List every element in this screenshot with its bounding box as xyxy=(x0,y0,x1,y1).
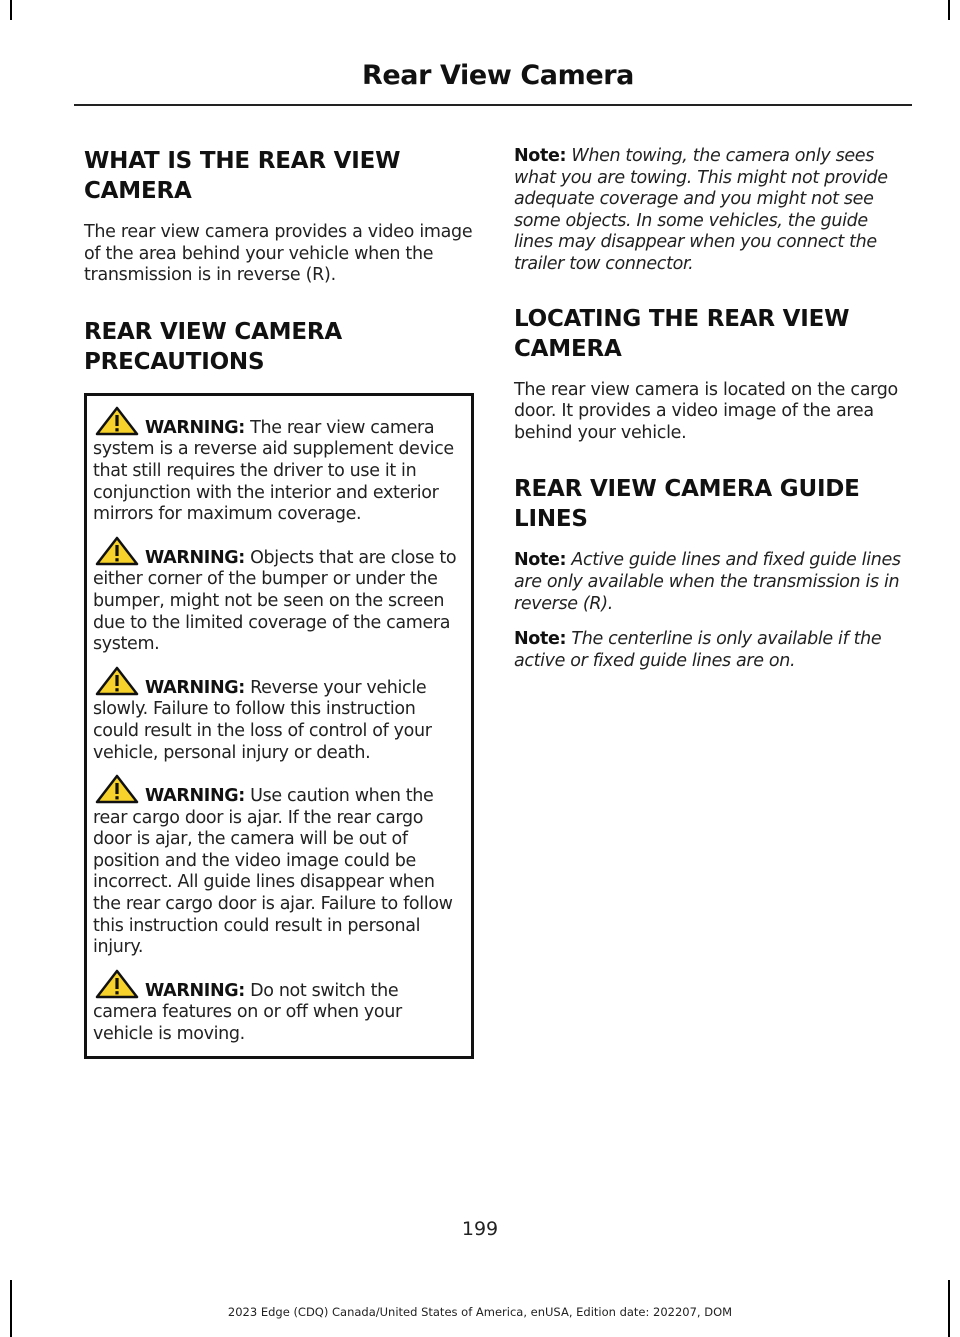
warning-text: Objects that are close to either corner of the bumper or under the bumper, might not be seen on the screen due to the limited coverage of the camera system. xyxy=(93,547,457,655)
crop-mark-top-left xyxy=(10,0,12,20)
note-active-fixed xyxy=(514,550,910,615)
page-header-title: Rear View Camera xyxy=(362,60,634,91)
heading-line: PRECAUTIONS xyxy=(84,348,265,375)
heading-line: REAR VIEW CAMERA xyxy=(84,318,342,345)
warning-triangle-icon xyxy=(95,666,139,696)
warning-item xyxy=(93,774,465,959)
section-heading-guide-lines xyxy=(514,474,910,534)
warnings-box xyxy=(84,393,474,1059)
note-label: Note: xyxy=(514,629,567,650)
section-heading-locating xyxy=(514,304,910,364)
warning-label: WARNING: xyxy=(145,786,245,807)
warning-item xyxy=(93,536,465,656)
warning-label: WARNING: xyxy=(145,417,245,438)
heading-line: WHAT IS THE REAR VIEW xyxy=(84,148,401,174)
right-column xyxy=(514,146,910,686)
warning-triangle-icon xyxy=(95,774,139,804)
note-label: Note: xyxy=(514,550,567,571)
locating-paragraph: The rear view camera is located on the cargo door. It provides a video image of the area behind your vehicle. xyxy=(514,379,898,443)
warning-item xyxy=(93,969,465,1046)
section-heading-what-is xyxy=(84,146,474,206)
crop-mark-top-right xyxy=(948,0,950,20)
note-label: Note: xyxy=(514,146,567,166)
warning-item xyxy=(93,406,465,526)
warning-triangle-icon xyxy=(95,536,139,566)
heading-line: CAMERA xyxy=(84,178,192,204)
warning-label: WARNING: xyxy=(145,980,245,1001)
left-column xyxy=(84,146,474,1059)
warning-label: WARNING: xyxy=(145,547,245,568)
warning-text: Use caution when the rear cargo door is ajar. If the rear cargo door is ajar, the camera will be out of position and the video image could be incorrect. All guide lines disappear when the rear cargo door is ajar. Failure to follow this instruction could result in personal injury. xyxy=(93,786,453,958)
section-heading-precautions xyxy=(84,317,474,377)
warning-label: WARNING: xyxy=(145,677,245,698)
heading-line: LOCATING THE REAR VIEW xyxy=(514,305,850,332)
warning-triangle-icon xyxy=(95,406,139,436)
page-number: 199 xyxy=(461,1218,499,1240)
what-is-paragraph: The rear view camera provides a video image of the area behind your vehicle when the transmission is in reverse (R). xyxy=(84,222,473,286)
note-towing xyxy=(514,146,910,276)
note-text: The centerline is only available if the active or fixed guide lines are on. xyxy=(514,629,882,671)
heading-line: REAR VIEW CAMERA GUIDE xyxy=(514,476,860,503)
heading-line: LINES xyxy=(514,506,588,533)
heading-line: CAMERA xyxy=(514,335,622,362)
warning-text: Reverse your vehicle slowly. Failure to follow this instruction could result in the loss of control of your vehicle, personal injury or death. xyxy=(93,677,432,763)
note-text: Active guide lines and fixed guide lines are only available when the transmission is in reverse (R). xyxy=(514,550,901,614)
page-footer: 2023 Edge (CDQ) Canada/United States of America, enUSA, Edition date: 202207, DOM xyxy=(227,1305,733,1319)
warning-text: The rear view camera system is a reverse aid supplement device that still requires the driver to use it in conjunction with the interior and exterior mirrors for maximum coverage. xyxy=(93,417,454,525)
header-divider xyxy=(74,104,912,106)
note-centerline xyxy=(514,629,910,672)
warning-item xyxy=(93,666,465,764)
note-text: When towing, the camera only sees what you are towing. This might not provide adequate coverage and you might not see some objects. In some vehicles, the guide lines may disappear when you connect the trailer tow connector. xyxy=(514,146,888,274)
warning-triangle-icon xyxy=(95,969,139,999)
warning-text: Do not switch the camera features on or off when your vehicle is moving. xyxy=(93,980,402,1045)
